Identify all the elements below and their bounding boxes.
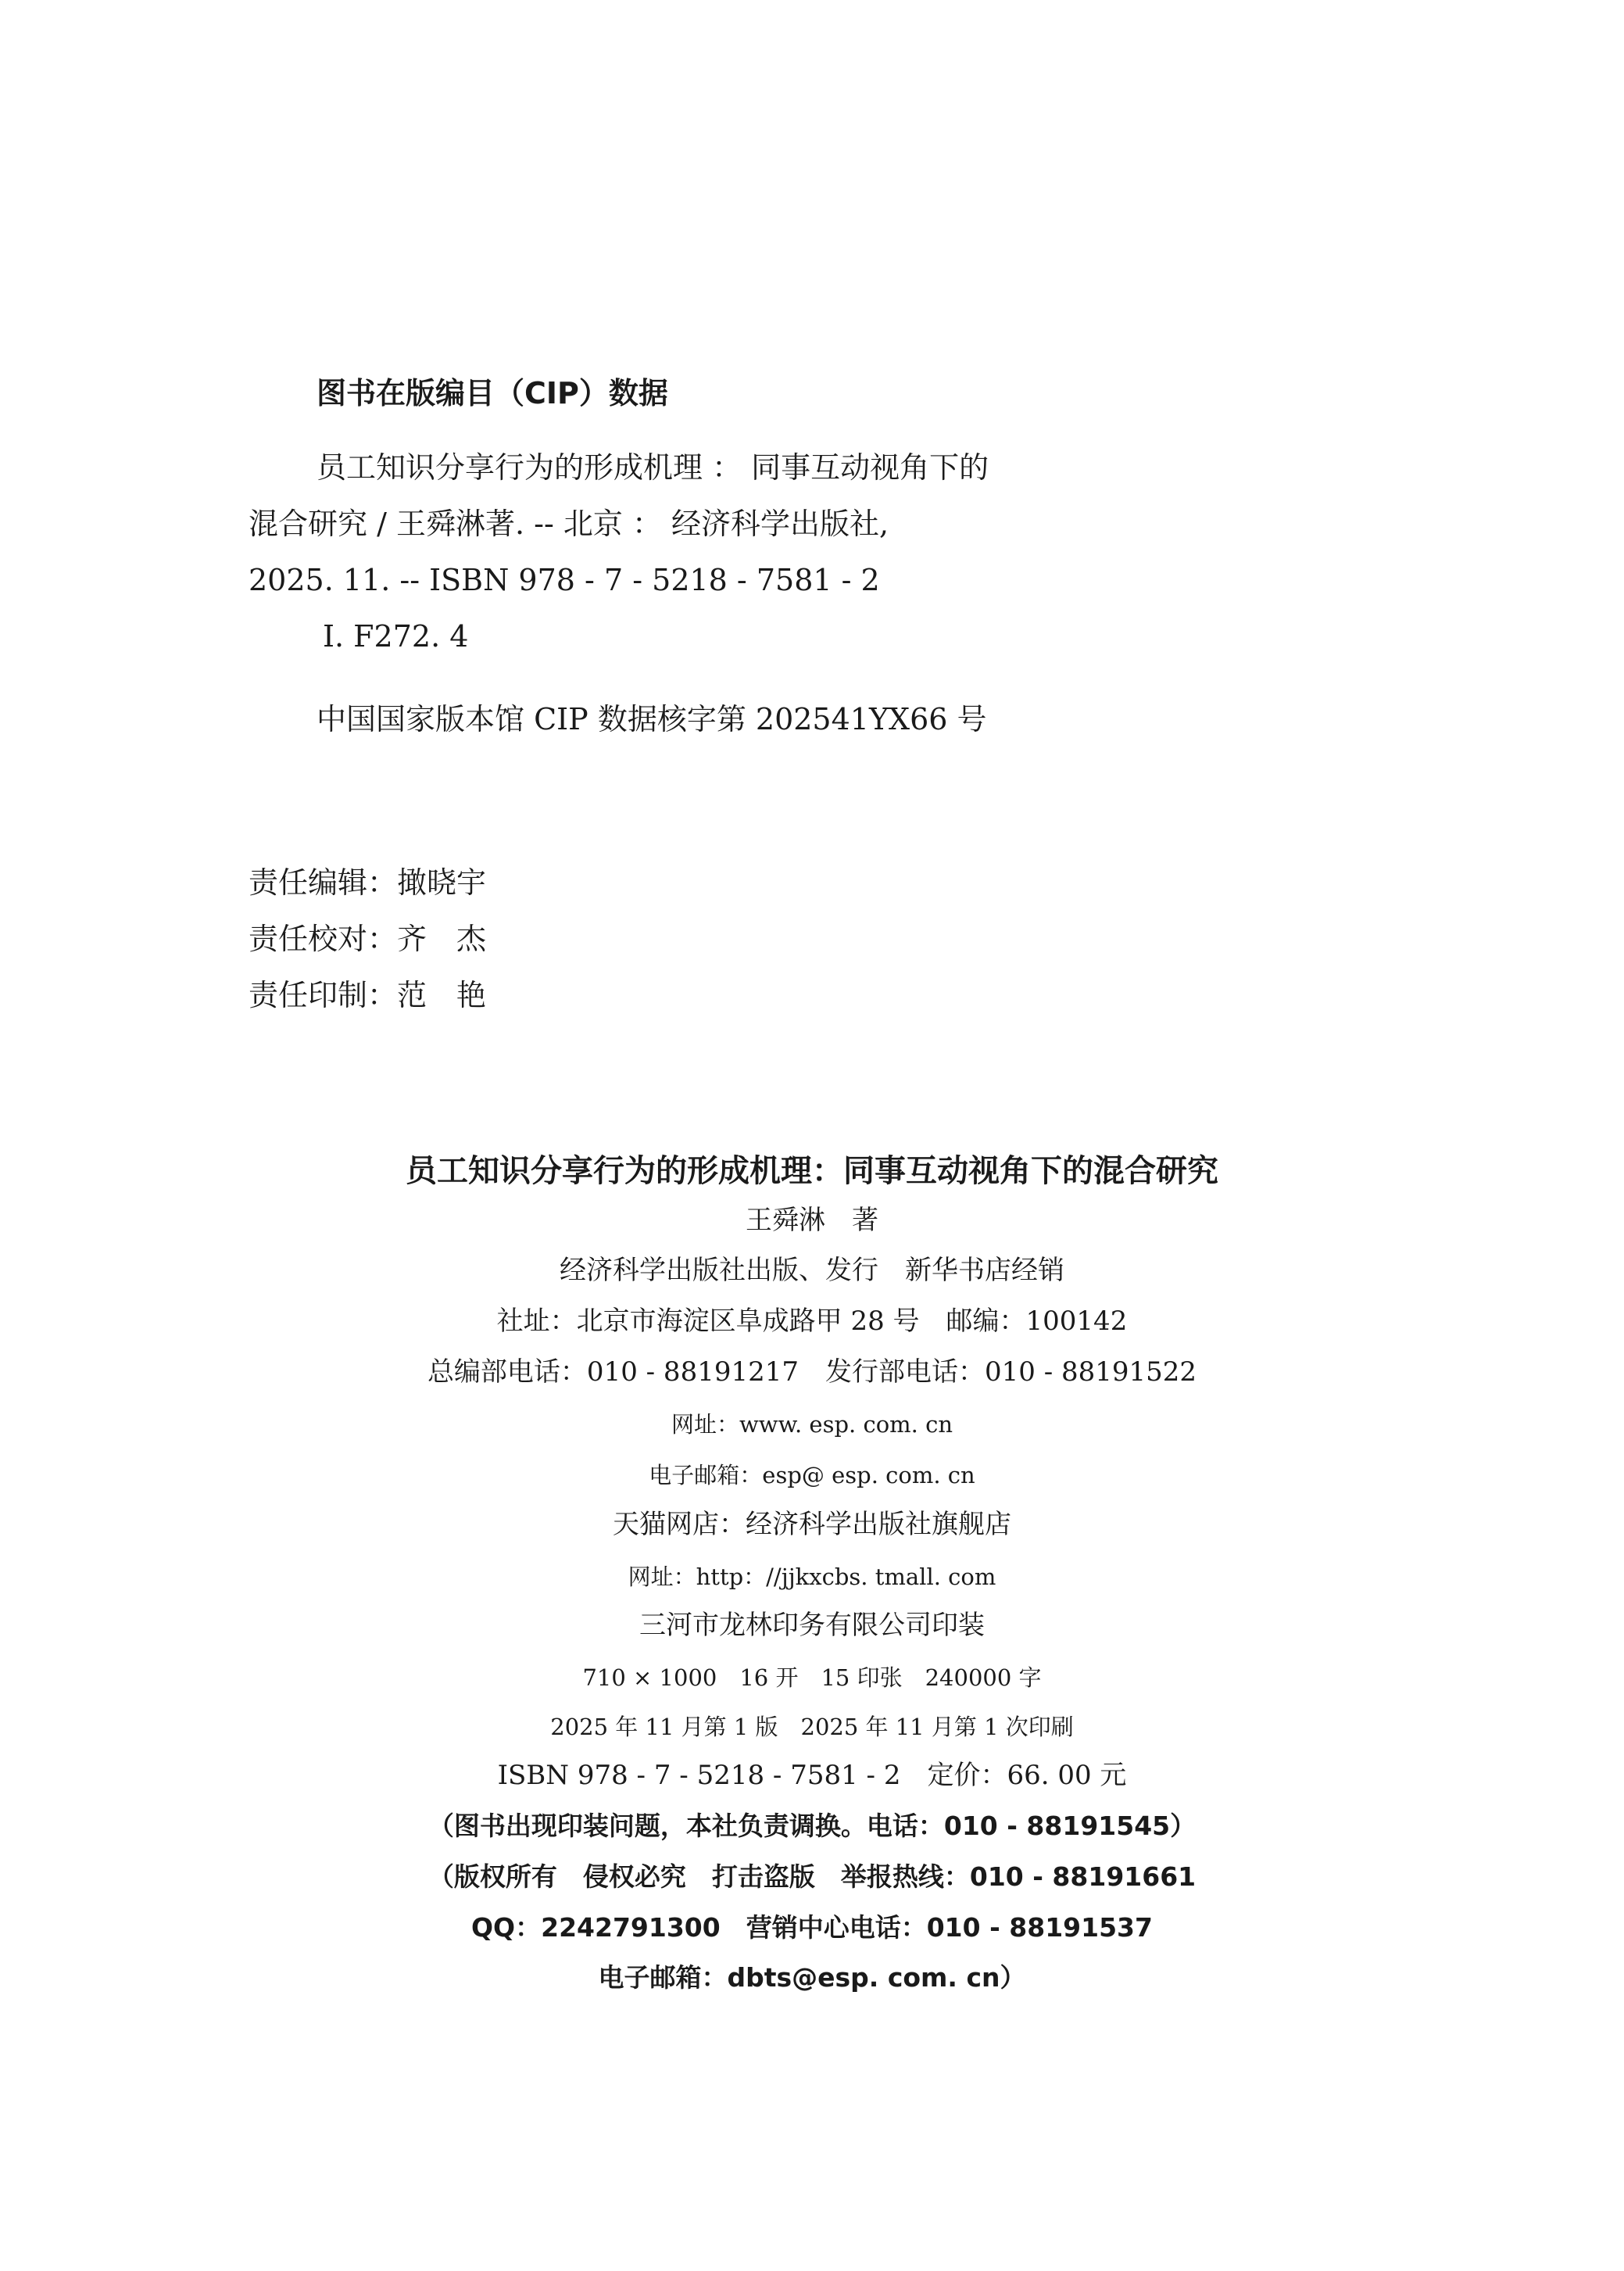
colophon-tmall-url: 网址：http：//jjkxcbs. tmall. com [628, 1564, 996, 1590]
colophon-website: 网址：www. esp. com. cn [671, 1411, 953, 1438]
colophon-isbn-price: ISBN 978 - 7 - 5218 - 7581 - 2 定价：66. 00 元 [497, 1760, 1127, 1791]
colophon-notice-qq: QQ：2242791300 营销中心电话：010 - 88191537 [471, 1912, 1153, 1943]
colophon-author: 王舜淋 著 [746, 1205, 878, 1236]
colophon-phones: 总编部电话：010 - 88191217 发行部电话：010 - 88191522 [427, 1356, 1197, 1388]
colophon-title: 员工知识分享行为的形成机理：同事互动视角下的混合研究 [406, 1153, 1218, 1189]
cip-title-line-1: 员工知识分享行为的形成机理 ： 同事互动视角下的 [317, 450, 989, 485]
colophon-edition: 2025 年 11 月第 1 版 2025 年 11 月第 1 次印刷 [550, 1714, 1074, 1740]
colophon-notice-replacement: （图书出现印装问题，本社负责调换。电话：010 - 88191545） [427, 1811, 1197, 1841]
responsible-editor: 责任编辑：撖晓宇 [249, 865, 487, 900]
colophon-printer: 三河市龙林印务有限公司印装 [639, 1610, 985, 1641]
responsible-proofreader: 责任校对：齐 杰 [249, 922, 487, 956]
colophon-notice-email: 电子邮箱：dbts@esp. com. cn） [598, 1962, 1026, 1993]
colophon-notice-copyright: （版权所有 侵权必究 打击盗版 举报热线：010 - 88191661 [427, 1861, 1197, 1892]
cip-isbn-line: 2025. 11. -- ISBN 978 - 7 - 5218 - 7581 - 2 [249, 563, 880, 597]
cip-record-number: 中国国家版本馆 CIP 数据核字第 202541YX66 号 [317, 702, 987, 736]
colophon-publisher: 经济科学出版社出版、发行 新华书店经销 [560, 1255, 1064, 1286]
cip-heading: 图书在版编目（CIP）数据 [317, 376, 668, 410]
colophon-address: 社址：北京市海淀区阜成路甲 28 号 邮编：100142 [496, 1306, 1128, 1337]
colophon-format: 710 × 1000 16 开 15 印张 240000 字 [582, 1664, 1042, 1691]
cip-classification: Ⅰ. F272. 4 [323, 619, 469, 654]
responsible-printing: 责任印制：范 艳 [249, 978, 487, 1012]
colophon-email: 电子邮箱：esp@ esp. com. cn [649, 1462, 975, 1488]
colophon-tmall-store: 天猫网店：经济科学出版社旗舰店 [613, 1509, 1011, 1540]
cip-title-line-2: 混合研究 / 王舜淋著. -- 北京 ： 经济科学出版社, [249, 507, 889, 541]
